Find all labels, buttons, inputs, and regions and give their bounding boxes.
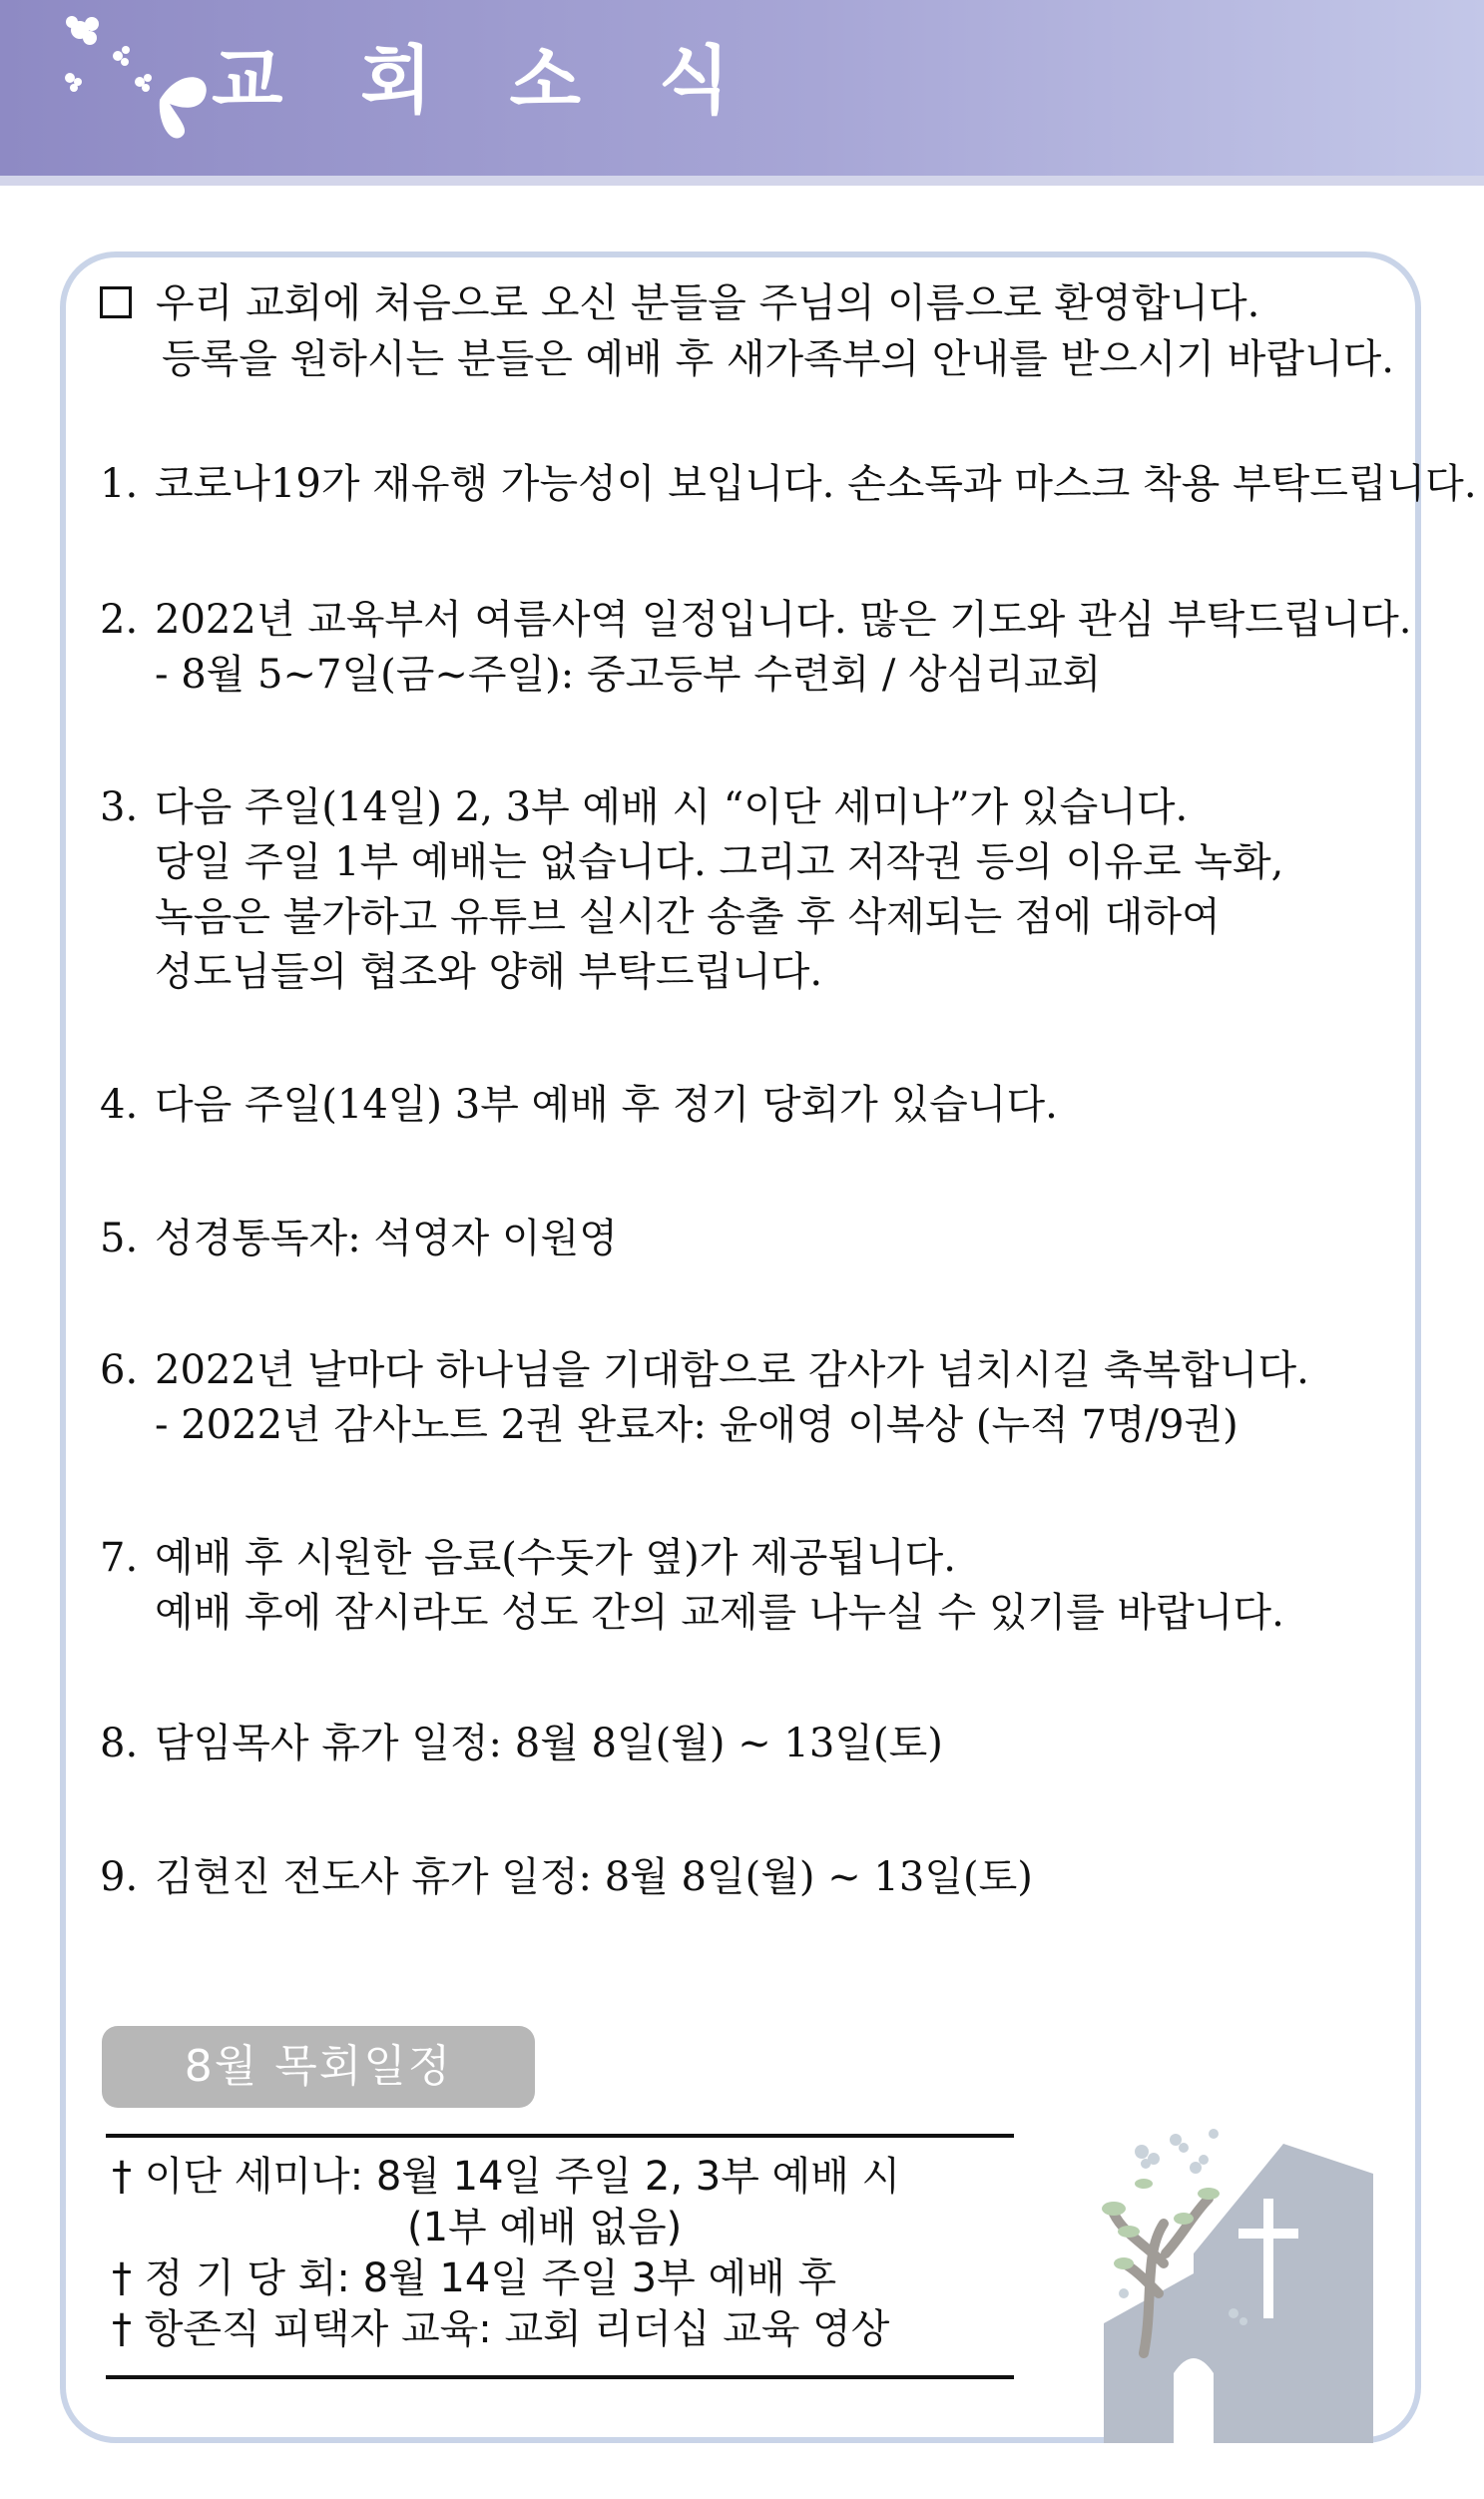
item-number: 7. [100, 1535, 139, 1581]
item-text: 다음 주일(14일) 2, 3부 예배 시 “이단 세미나”가 있습니다. [155, 784, 1189, 830]
item-subtext: - 2022년 감사노트 2권 완료자: 윤애영 이복상 (누적 7명/9권) [155, 1402, 1238, 1448]
item-text: 당일 주일 1부 예배는 없습니다. 그리고 저작권 등의 이유로 녹화, [155, 839, 1284, 885]
schedule-list [112, 2152, 900, 2355]
notice-item-8 [100, 1717, 943, 1771]
page-title: 교 회 소 식 [212, 38, 756, 124]
item-text: 2022년 교육부서 여름사역 일정입니다. 많은 기도와 관심 부탁드립니다. [155, 597, 1412, 643]
schedule-heading: 8월 목회일정 [102, 2026, 535, 2108]
item-text: 다음 주일(14일) 3부 예배 후 정기 당회가 있습니다. [155, 1082, 1058, 1128]
header-strip [0, 176, 1484, 186]
notice-item-7 [100, 1531, 1284, 1641]
schedule-row: † 이단 세미나: 8월 14일 주일 2, 3부 예배 시 [112, 2154, 901, 2200]
item-text: 코로나19가 재유행 가능성이 보입니다. 손소독과 마스크 착용 부탁드립니다. [155, 461, 1477, 507]
notice-item-2 [100, 593, 1412, 703]
item-number: 9. [100, 1854, 139, 1900]
item-text: 녹음은 불가하고 유튜브 실시간 송출 후 삭제되는 점에 대하여 [155, 894, 1221, 940]
welcome-line-2: 등록을 원하시는 분들은 예배 후 새가족부의 안내를 받으시기 바랍니다. [162, 336, 1394, 382]
notice-item-4 [100, 1078, 1058, 1133]
notice-item-9 [100, 1850, 1033, 1905]
schedule-top-rule [106, 2134, 1014, 2138]
welcome-notice [100, 275, 1394, 387]
checkbox-square-icon [100, 286, 132, 318]
item-text: 담임목사 휴가 일정: 8월 8일(월) ~ 13일(토) [155, 1721, 943, 1766]
schedule-row: † 항존직 피택자 교육: 교회 리더십 교육 영상 [112, 2306, 890, 2352]
item-text: 예배 후 시원한 음료(수돗가 옆)가 제공됩니다. [155, 1535, 957, 1581]
item-number: 3. [100, 784, 139, 830]
notice-item-3 [100, 780, 1283, 1000]
item-number: 8. [100, 1721, 139, 1766]
flower-butterfly-icon [30, 8, 220, 148]
schedule-bottom-rule [106, 2375, 1014, 2379]
item-number: 6. [100, 1347, 139, 1393]
notice-item-6 [100, 1343, 1309, 1453]
schedule-row: (1부 예배 없음) [407, 2205, 683, 2250]
item-text: 성경통독자: 석영자 이원영 [155, 1216, 618, 1261]
welcome-line-1: 우리 교회에 처음으로 오신 분들을 주님의 이름으로 환영합니다. [156, 280, 1260, 326]
notice-item-5 [100, 1212, 618, 1266]
item-text: 김현진 전도사 휴가 일정: 8월 8일(월) ~ 13일(토) [155, 1854, 1033, 1900]
item-text: 성도님들의 협조와 양해 부탁드립니다. [155, 949, 823, 995]
item-text: 예배 후에 잠시라도 성도 간의 교제를 나누실 수 있기를 바랍니다. [155, 1590, 1284, 1636]
item-number: 1. [100, 461, 139, 507]
notice-item-1 [100, 457, 1477, 512]
schedule-row: † 정 기 당 회: 8월 14일 주일 3부 예배 후 [112, 2255, 837, 2301]
item-number: 5. [100, 1216, 139, 1261]
item-subtext: - 8월 5~7일(금~주일): 중고등부 수련회 / 상심리교회 [155, 652, 1102, 698]
item-text: 2022년 날마다 하나님을 기대함으로 감사가 넘치시길 축복합니다. [155, 1347, 1309, 1393]
item-number: 4. [100, 1082, 139, 1128]
item-number: 2. [100, 597, 139, 643]
church-tree-icon [1084, 2104, 1383, 2443]
